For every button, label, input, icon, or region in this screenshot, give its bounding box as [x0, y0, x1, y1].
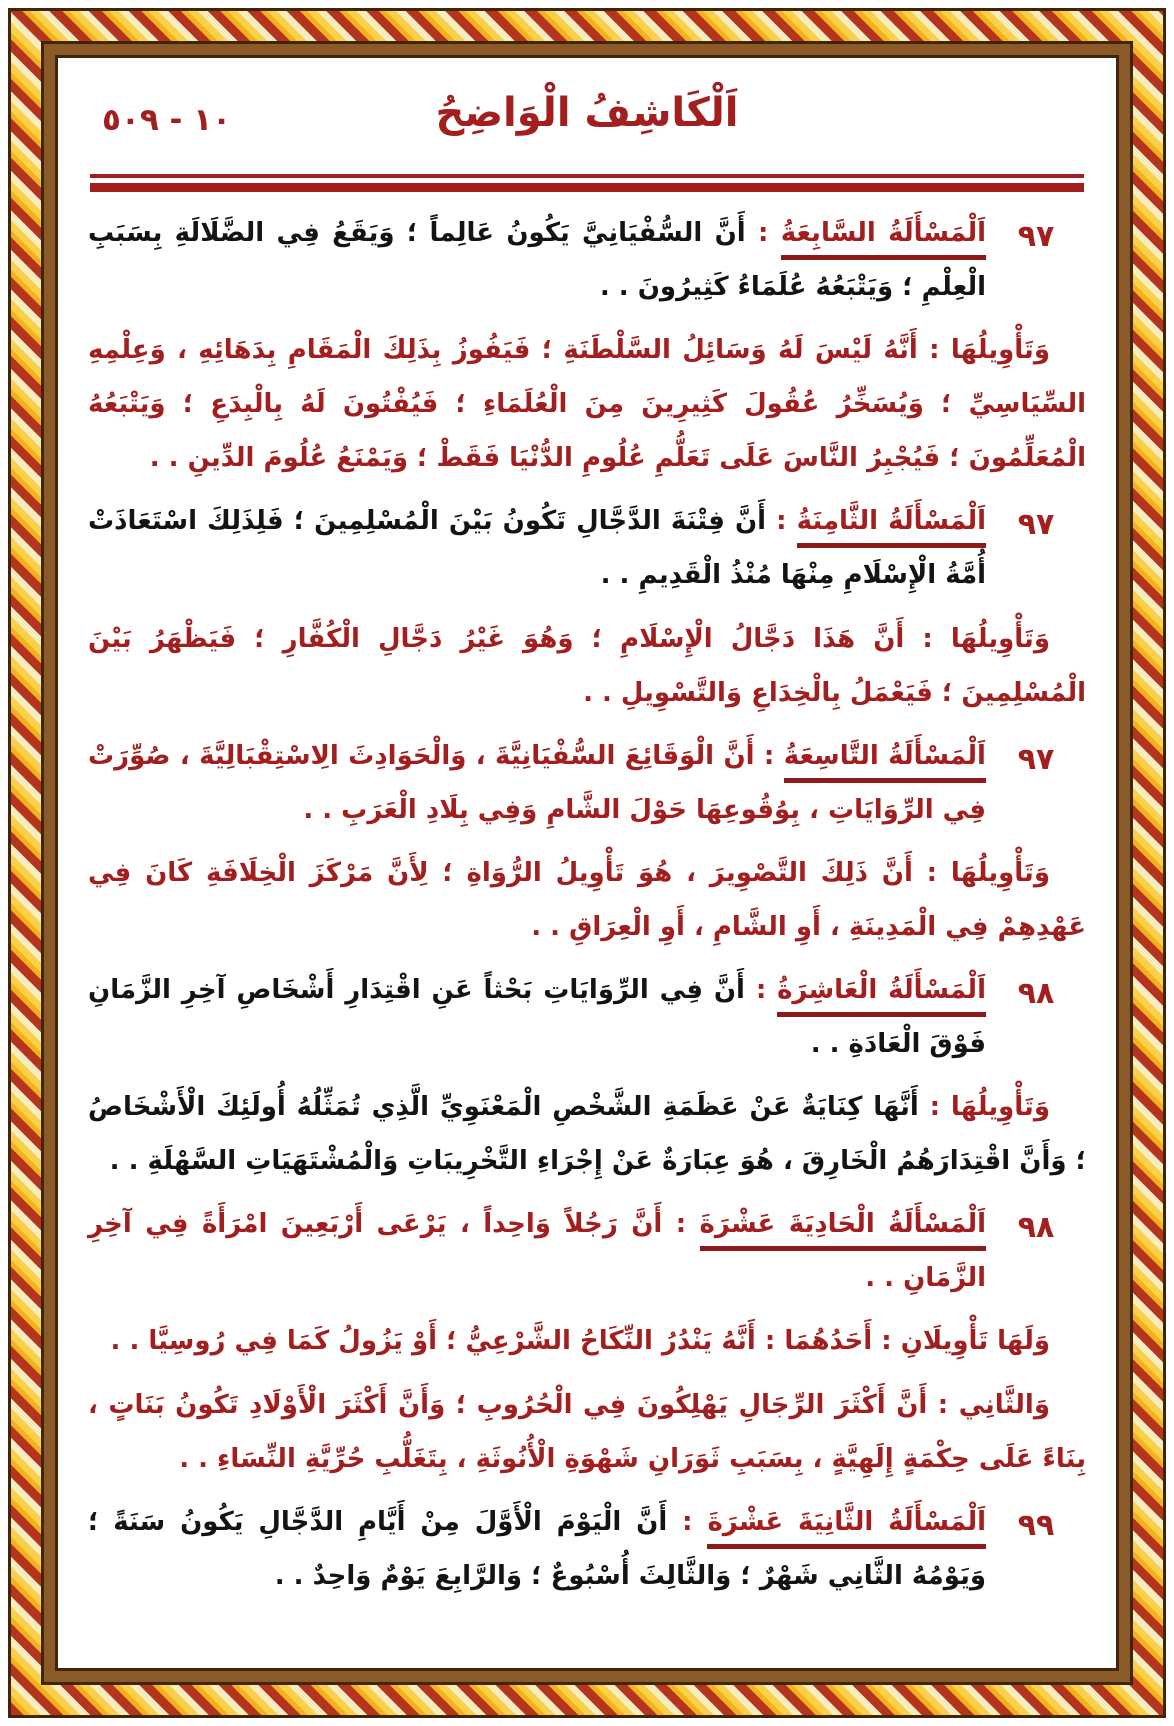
taweel-lead: وَتَأْوِيلُهَا [950, 335, 1050, 366]
taweel-paragraph [88, 846, 1086, 954]
masala-title: اَلْمَسْأَلَةُ التَّاسِعَةُ [784, 741, 986, 783]
paragraph-text: أَنَّ فِي الرِّوَايَاتِ بَحْثاً عَنِ اقْتِدَارِ أَشْخَاصِ آخِرِ الزَّمَانِ فَوْقَ الْعَادَةِ . . [88, 975, 986, 1060]
paragraph-text: أَنَّهُ يَنْدُرُ النِّكَاحُ الشَّرْعِيُّ ؛ أَوْ يَزُولُ كَمَا فِي رُوسِيَّا . . [110, 1326, 756, 1357]
colon-separator: : [667, 1506, 708, 1537]
page-number: ٥٠٩ - ١٠ [102, 102, 232, 138]
colon-separator: : [744, 975, 778, 1006]
taweel-lead: وَتَأْوِيلُهَا [950, 1092, 1050, 1123]
masala-paragraph [88, 1197, 1086, 1305]
colon-separator: : [755, 1326, 785, 1357]
masala-paragraph [88, 494, 1086, 602]
paragraph-text: أَنَّ السُّفْيَانِيَّ يَكُونُ عَالِماً ؛ وَيَقَعُ فِي الضَّلَالَةِ بِسَبَبِ الْعِلْمِ ؛ وَيَتْبَعُهُ عُلَمَاءُ كَثِيرُونَ . . [88, 218, 986, 303]
colon-separator: : [917, 335, 951, 366]
taweel-lead: وَالثَّانِي [958, 1389, 1050, 1420]
masala-title: اَلْمَسْأَلَةُ الْعَاشِرَةُ [777, 975, 986, 1017]
colon-separator: : [904, 623, 951, 654]
masala-number: ٩٨ [1017, 976, 1055, 1012]
paragraph-text: أَنَّ الْيَوْمَ الْأَوَّلَ مِنْ أَيَّامِ الدَّجَّالِ يَكُونُ سَنَةً ؛ وَيَوْمُهُ الثَّانِي شَهْرٌ ؛ وَالثَّالِثَ أُسْبُوعٌ ؛ وَالرَّابِعَ يَوْمٌ وَاحِدٌ . . [88, 1506, 986, 1591]
paragraph-text: أَنَّ فِتْنَةَ الدَّجَّالِ تَكُونُ بَيْنَ الْمُسْلِمِينَ ؛ فَلِذَلِكَ اسْتَعَاذَتْ أُمَّةُ الْإِسْلَامِ مِنْهَا مُنْذُ الْقَدِيمِ . . [88, 506, 986, 591]
colon-separator: : [754, 740, 784, 771]
header-divider-thick-rule [90, 183, 1084, 192]
taweel-paragraph [88, 1314, 1086, 1368]
paragraph-text: أَنَّ ذَلِكَ التَّصْوِيرَ ، هُوَ تَأْوِيلُ الرُّوَاةِ ؛ لِأَنَّ مَرْكَزَ الْخِلَافَةِ كَانَ فِي عَهْدِهِمْ فِي الْمَدِينَةِ ، أَوِ الشَّامِ ، أَوِ الْعِرَاقِ . . [88, 857, 1086, 942]
text-blocks [88, 206, 1086, 1603]
masala-paragraph [88, 1495, 1086, 1603]
taweel-lead: وَتَأْوِيلُهَا [950, 623, 1050, 654]
masala-title: اَلْمَسْأَلَةُ الْحَادِيَةَ عَشْرَةَ [700, 1209, 986, 1251]
colon-separator: : [927, 1389, 959, 1420]
paragraph-text: أَنَّ الْوَقَائِعَ السُّفْيَانِيَّةَ ، وَالْحَوَادِثَ الِاسْتِقْبَالِيَّةَ ، صُوِّرَتْ فِي الرِّوَايَاتِ ، بِوُقُوعِهَا حَوْلَ الشَّامِ وَفِي بِلَادِ الْعَرَبِ . . [88, 740, 986, 825]
colon-separator: : [918, 1092, 951, 1123]
paragraph-text: أَنَّهَا كِنَايَةٌ عَنْ عَظَمَةِ الشَّخْصِ الْمَعْنَوِيِّ الَّذِي تُمَثِّلُهُ أُولَئِكَ الْأَشْخَاصُ ؛ وَأَنَّ اقْتِدَارَهُمُ الْخَارِقَ ، هُوَ عِبَارَةٌ عَنْ إِجْرَاءِ التَّخْرِيبَاتِ وَالْمُشْتَهَيَاتِ السَّهْلَةِ . . [88, 1092, 1086, 1177]
taweel-paragraph [88, 323, 1086, 485]
masala-number: ٩٧ [1017, 507, 1055, 543]
paragraph-text: أَنَّ أَكْثَرَ الرِّجَالِ يَهْلِكُونَ فِي الْحُرُوبِ ؛ وَأَنَّ أَكْثَرَ الْأَوْلَادِ تَكُونُ بَنَاتٍ ، بِنَاءً عَلَى حِكْمَةٍ إِلَهِيَّةٍ ، بِسَبَبِ ثَوَرَانِ شَهْوَةِ الْأُنُوثَةِ ، بِتَغَلُّبِ حُرِّيَّةِ النِّسَاءِ . . [88, 1389, 1086, 1474]
masala-number: ٩٧ [1017, 741, 1055, 777]
header-divider-thin-rule [90, 174, 1084, 178]
masala-title: اَلْمَسْأَلَةُ الثَّانِيَةَ عَشْرَةَ [707, 1507, 986, 1549]
masala-title: اَلْمَسْأَلَةُ السَّابِعَةُ [781, 218, 986, 260]
masala-number: ٩٨ [1017, 1210, 1055, 1246]
taweel-lead: وَلَهَا تَأْوِيلَانِ : أَحَدُهُمَا [784, 1326, 1050, 1357]
masala-number: ٩٩ [1017, 1507, 1055, 1543]
colon-separator: : [745, 218, 781, 248]
page-content [58, 58, 1116, 1668]
masala-paragraph [88, 729, 1086, 837]
paragraph-text: أَنَّ هَذَا دَجَّالُ الْإِسْلَامِ ؛ وَهُوَ غَيْرُ دَجَّالِ الْكُفَّارِ ؛ فَيَظْهَرُ بَيْنَ الْمُسْلِمِينَ ؛ فَيَعْمَلُ بِالْخِدَاعِ وَالتَّسْوِيلِ . . [88, 623, 1086, 708]
paragraph-text: أَنَّ رَجُلاً وَاحِداً ، يَرْعَى أَرْبَعِينَ امْرَأَةً فِي آخِرِ الزَّمَانِ . . [88, 1209, 986, 1294]
colon-separator: : [912, 857, 951, 888]
taweel-paragraph [88, 1378, 1086, 1486]
header-divider [90, 174, 1084, 192]
taweel-lead: وَتَأْوِيلُهَا [950, 857, 1050, 888]
colon-separator: : [766, 506, 797, 537]
masala-title: اَلْمَسْأَلَةُ الثَّامِنَةُ [797, 506, 986, 548]
page-header [88, 76, 1086, 164]
taweel-paragraph [88, 612, 1086, 720]
paragraph-text: أَنَّهُ لَيْسَ لَهُ وَسَائِلُ السَّلْطَنَةِ ؛ فَيَفُوزُ بِذَلِكَ الْمَقَامِ بِدَهَائِهِ ، وَعِلْمِهِ السِّيَاسِيِّ ؛ وَيُسَخِّرُ عُقُولَ كَثِيرِينَ مِنَ الْعُلَمَاءِ ؛ فَيُفْتُونَ لَهُ بِالْبِدَعِ ؛ وَيَتْبَعُهُ الْمُعَلِّمُونَ ؛ فَيُجْبِرُ النَّاسَ عَلَى تَعَلُّمِ عُلُومِ الدُّنْيَا فَقَطْ ؛ وَيَمْنَعُ عُلُومَ الدِّينِ . . [88, 335, 1086, 474]
taweel-paragraph [88, 1080, 1086, 1188]
masala-paragraph [88, 963, 1086, 1071]
book-title: اَلْكَاشِفُ الْوَاضِحُ [435, 90, 739, 136]
masala-number: ٩٧ [1017, 219, 1055, 254]
colon-separator: : [662, 1209, 700, 1240]
masala-paragraph [88, 206, 1086, 314]
